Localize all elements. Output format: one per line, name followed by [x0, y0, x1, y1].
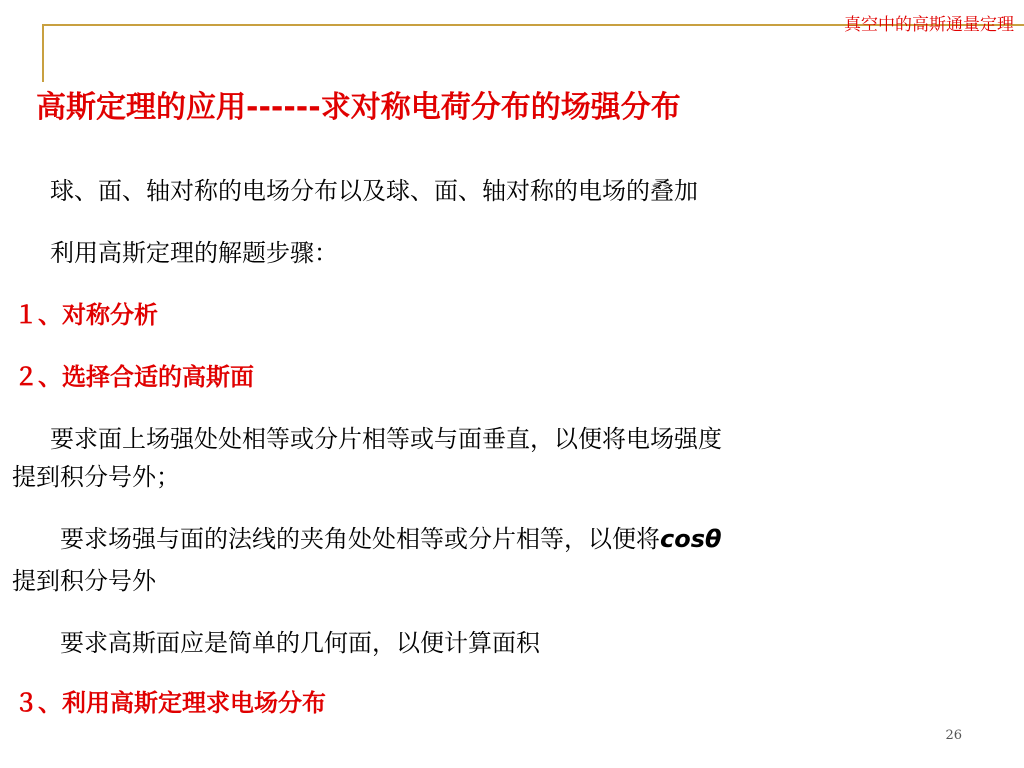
- step-1-heading: １、对称分析: [14, 301, 158, 329]
- body-line-solution-steps: 利用高斯定理的解题步骤：: [50, 239, 338, 267]
- body-line-field-equal-a: 要求面上场强处处相等或分片相等或与面垂直，以便将电场强度: [50, 425, 722, 453]
- cos-theta-term: cosθ: [660, 525, 722, 553]
- body-line-angle-equal-text: 要求场强与面的法线的夹角处处相等或分片相等，以便将: [60, 525, 660, 553]
- step-3-heading: ３、利用高斯定理求电场分布: [14, 689, 326, 717]
- step-2-heading: ２、选择合适的高斯面: [14, 363, 254, 391]
- body-line-simple-surface: 要求高斯面应是简单的几何面，以便计算面积: [60, 629, 540, 657]
- slide-title: 高斯定理的应用------求对称电荷分布的场强分布: [36, 90, 681, 125]
- decorative-vertical-line: [42, 24, 44, 82]
- body-line-field-equal-b: 提到积分号外；: [12, 463, 180, 491]
- body-line-angle-equal-a: [60, 524, 722, 554]
- body-line-angle-equal-b: 提到积分号外: [12, 567, 156, 595]
- body-line-symmetric-fields: 球、面、轴对称的电场分布以及球、面、轴对称的电场的叠加: [50, 177, 698, 205]
- page-number: 26: [945, 728, 962, 743]
- header-title: 真空中的高斯通量定理: [844, 15, 1014, 35]
